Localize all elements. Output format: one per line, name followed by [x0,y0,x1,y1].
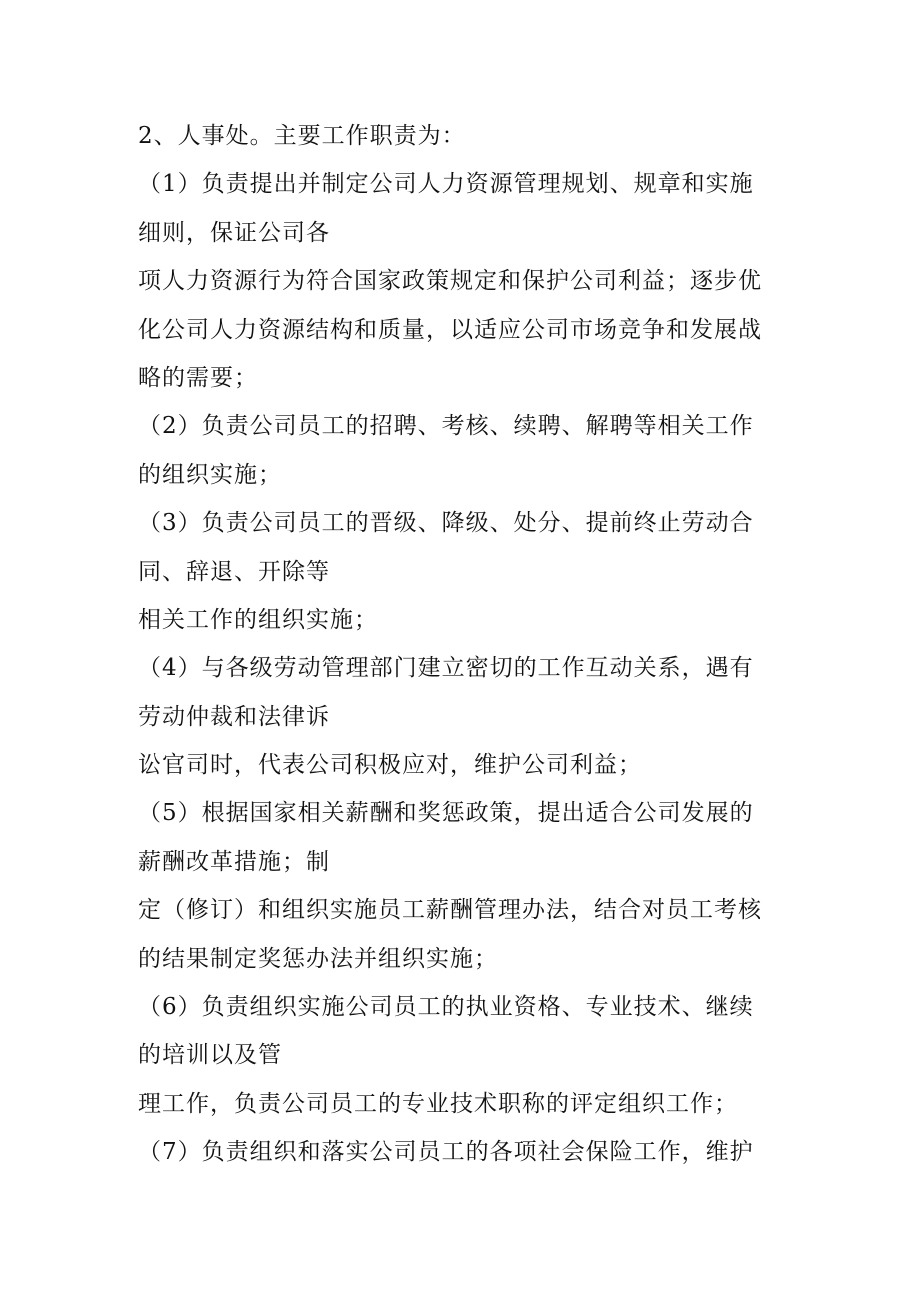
text-line: 化公司人力资源结构和质量，以适应公司市场竞争和发展战 [138,316,762,343]
text-line: 劳动仲裁和法律诉 [138,703,330,730]
text-line: 项人力资源行为符合国家政策规定和保护公司利益；逐步优 [138,268,762,295]
text-line: 的结果制定奖惩办法并组织实施； [138,945,498,972]
text-line: 细则，保证公司各 [138,219,330,246]
document-body [138,112,798,1177]
text-line: 相关工作的组织实施； [138,606,378,633]
text-line: （5）根据国家相关薪酬和奖惩政策，提出适合公司发展的 [138,800,754,827]
text-line: （7）负责组织和落实公司员工的各项社会保险工作，维护 [138,1139,754,1166]
text-line: 薪酬改革措施；制 [138,848,330,875]
text-line: 的培训以及管 [138,1042,282,1069]
text-line: 讼官司时，代表公司积极应对，维护公司利益； [138,752,642,779]
text-line: 定（修订）和组织实施员工薪酬管理办法，结合对员工考核 [138,897,762,924]
text-line: （4）与各级劳动管理部门建立密切的工作互动关系，遇有 [138,655,754,682]
section-heading: 2、人事处。主要工作职责为： [138,123,466,149]
text-line: （1）负责提出并制定公司人力资源管理规划、规章和实施 [138,171,754,198]
text-line: 的组织实施； [138,461,282,488]
text-line: 同、辞退、开除等 [138,558,330,585]
text-line: （2）负责公司员工的招聘、考核、续聘、解聘等相关工作 [138,413,754,440]
text-line: （3）负责公司员工的晋级、降级、处分、提前终止劳动合 [138,510,754,537]
text-line: （6）负责组织实施公司员工的执业资格、专业技术、继续 [138,994,754,1021]
text-line: 理工作，负责公司员工的专业技术职称的评定组织工作； [138,1090,738,1117]
text-line: 略的需要； [138,364,258,391]
